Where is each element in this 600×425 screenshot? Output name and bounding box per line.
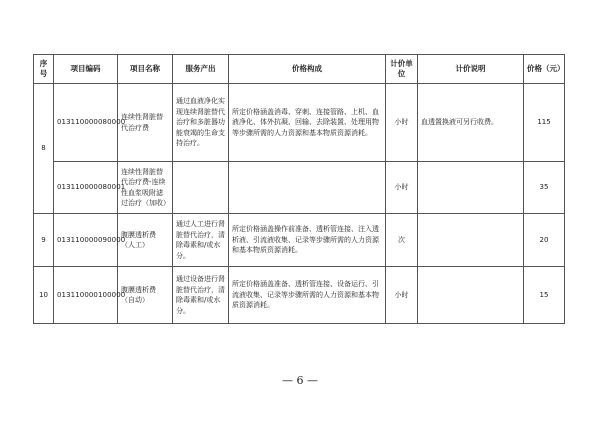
cell-unit: 次 [386, 214, 418, 267]
cell-note [418, 162, 524, 214]
cell-name: 连续性肾脏替代治疗费 [118, 84, 173, 162]
table-row [34, 162, 565, 214]
cell-price: 20 [524, 214, 565, 267]
price-table [33, 54, 565, 324]
cell-name: 连续性肾脏替代治疗费-连续性血浆吸附滤过治疗（加收） [118, 162, 173, 214]
header-name: 项目名称 [118, 55, 173, 84]
cell-name: 腹膜透析费（人工） [118, 214, 173, 267]
cell-composition: 所定价格涵盖操作前准备、透析管连接、注入透析液、引流液收集、记录等步骤所需的人力资源和基本物质资源消耗。 [229, 214, 386, 267]
header-code: 项目编码 [54, 55, 118, 84]
cell-price: 35 [524, 162, 565, 214]
cell-seq: 10 [34, 267, 54, 324]
header-seq: 序号 [34, 55, 54, 84]
header-composition: 价格构成 [229, 55, 386, 84]
cell-note: 血透置换液可另行收费。 [418, 84, 524, 162]
cell-unit: 小时 [386, 84, 418, 162]
cell-price: 115 [524, 84, 565, 162]
table-header-row [34, 55, 565, 84]
header-unit: 计价单位 [386, 55, 418, 84]
cell-output: 通过设备进行肾脏替代治疗，清除毒素和/或水分。 [173, 267, 229, 324]
cell-composition: 所定价格涵盖消毒、穿刺、连接管路、上机、血液净化、体外抗凝、回输、去除装置、处理用物等步骤所需的人力资源和基本物质资源消耗。 [229, 84, 386, 162]
cell-note [418, 267, 524, 324]
cell-code: 013110000080000 [54, 84, 118, 162]
cell-output: 通过血液净化实现连续肾脏替代治疗和多脏器功能衰竭的生命支持治疗。 [173, 84, 229, 162]
table-row [34, 214, 565, 267]
cell-seq: 9 [34, 214, 54, 267]
header-output: 服务产出 [173, 55, 229, 84]
cell-code: 013110000090000 [54, 214, 118, 267]
table-row [34, 84, 565, 162]
table-row [34, 267, 565, 324]
header-price: 价格（元） [524, 55, 565, 84]
page-number: — 6 — [282, 374, 318, 387]
cell-unit: 小时 [386, 162, 418, 214]
cell-note [418, 214, 524, 267]
cell-unit: 小时 [386, 267, 418, 324]
cell-price: 15 [524, 267, 565, 324]
cell-output: 通过人工进行肾脏替代治疗，清除毒素和/或水分。 [173, 214, 229, 267]
cell-output [173, 162, 229, 214]
cell-seq: 8 [34, 84, 54, 214]
cell-composition [229, 162, 386, 214]
cell-code: 013110000100000 [54, 267, 118, 324]
cell-composition: 所定价格涵盖准备、透析管连接、设备运行、引流液收集、记录等步骤所需的人力资源和基本物质资源消耗。 [229, 267, 386, 324]
cell-name: 腹膜透析费（自动） [118, 267, 173, 324]
header-note: 计价说明 [418, 55, 524, 84]
cell-code: 013110000080001 [54, 162, 118, 214]
